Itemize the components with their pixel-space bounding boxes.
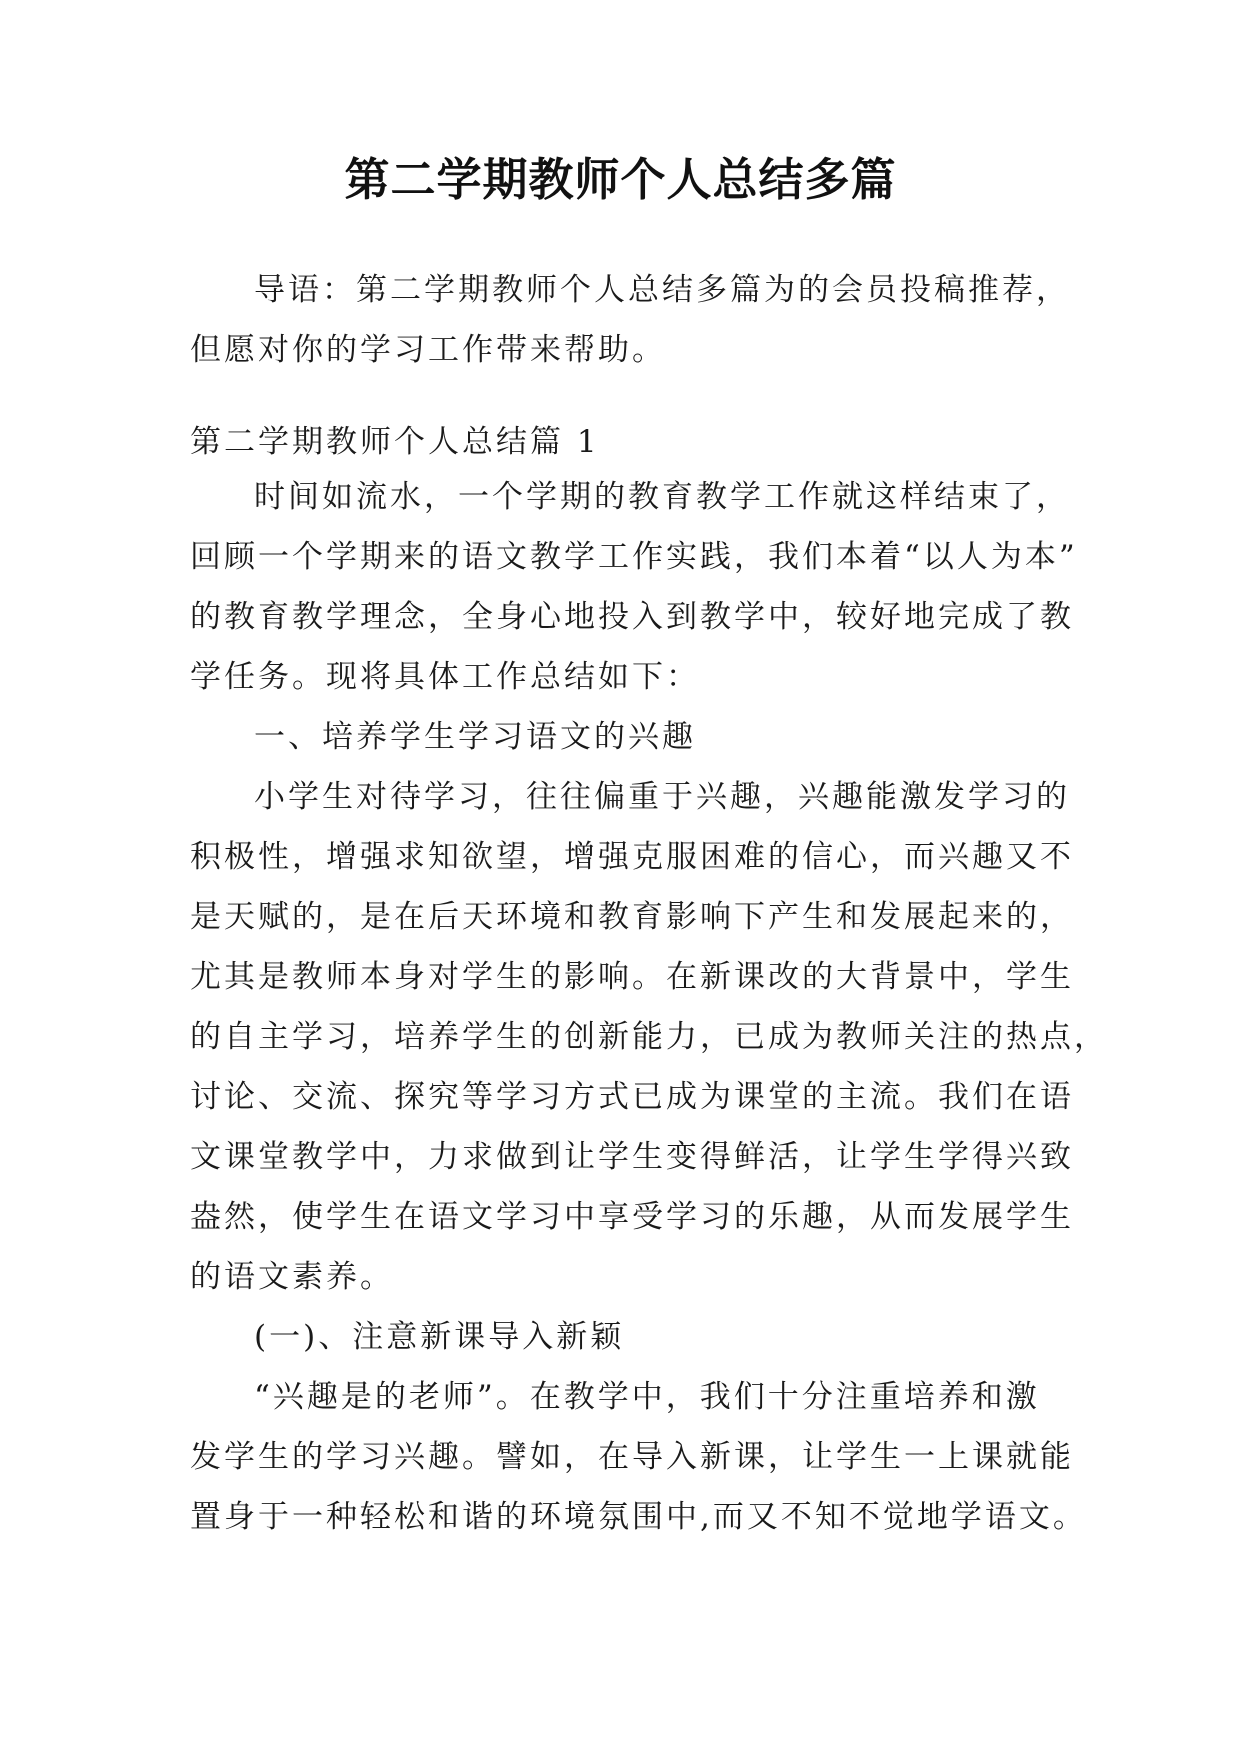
body-line: 发学生的学习兴趣。譬如，在导入新课，让学生一上课就能 [190,1439,1074,1475]
body-text [190,467,1108,1547]
section-heading: 第二学期教师个人总结篇 1 [190,424,600,460]
body-line: 文课堂教学中，力求做到让学生变得鲜活，让学生学得兴致 [190,1139,1074,1175]
body-line: 学任务。现将具体工作总结如下： [190,659,700,695]
body-line: “兴趣是的老师”。在教学中，我们十分注重培养和激 [254,1379,1040,1415]
body-line: 讨论、交流、探究等学习方式已成为课堂的主流。我们在语 [190,1079,1074,1115]
body-line: 的教育教学理念，全身心地投入到教学中，较好地完成了教 [190,599,1074,635]
body-line: 小学生对待学习，往往偏重于兴趣，兴趣能激发学习的 [254,779,1070,815]
body-line: 尤其是教师本身对学生的影响。在新课改的大背景中，学生 [190,959,1074,995]
intro-paragraph [190,260,1070,380]
intro-line: 但愿对你的学习工作带来帮助。 [190,332,666,368]
body-line: 盎然，使学生在语文学习中享受学习的乐趣，从而发展学生 [190,1199,1074,1235]
body-line: 的语文素养。 [190,1259,394,1295]
subheading-line: 一、培养学生学习语文的兴趣 [254,719,696,755]
intro-line: 导语：第二学期教师个人总结多篇为的会员投稿推荐， [254,272,1070,308]
body-line: 的自主学习，培养学生的创新能力，已成为教师关注的热点， [190,1019,1108,1055]
body-line: 时间如流水，一个学期的教育教学工作就这样结束了， [254,479,1070,515]
body-line: 积极性，增强求知欲望，增强克服困难的信心，而兴趣又不 [190,839,1074,875]
body-line: 回顾一个学期来的语文教学工作实践，我们本着“以人为本” [190,539,1078,575]
body-line: 是天赋的，是在后天环境和教育影响下产生和发展起来的， [190,899,1074,935]
subheading-line: (一)、注意新课导入新颖 [254,1319,625,1355]
body-line: 置身于一种轻松和谐的环境氛围中,而又不知不觉地学语文。 [190,1499,1087,1535]
document-title: 第二学期教师个人总结多篇 [344,153,897,206]
